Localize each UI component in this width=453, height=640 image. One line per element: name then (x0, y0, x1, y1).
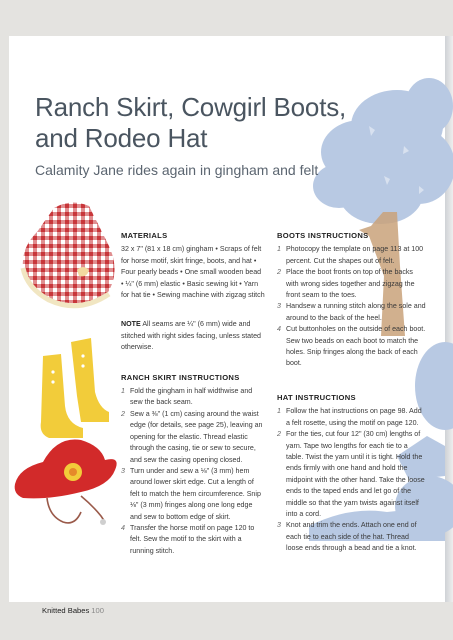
hat-instructions-heading: HAT INSTRUCTIONS (277, 392, 356, 402)
list-item: 4 Transfer the horse motif on page 120 to felt. Sew the motif to the skirt with a running stitch. (121, 523, 255, 555)
middle-column (121, 230, 265, 567)
hat-steps (277, 406, 427, 554)
list-item: 2 For the ties, cut four 12" (30 cm) lengths of yarn. Tape two lengths for each tie to a table. Twist the yarn until it is tight. Hold the ends firmly with one hand and hold the midpoint with the other hand. Take the loose ends to the taped ends and let go of the middle so that the yarn twists against itself into a cord. (277, 430, 425, 518)
page-number: 100 (91, 606, 104, 615)
list-item: 2 Place the boot fronts on top of the backs with wrong sides together and zigzag the front seam to the toes. (277, 268, 415, 300)
boots-instructions-heading: BOOTS INSTRUCTIONS (277, 231, 369, 240)
list-item: 3 Handsew a running stitch along the sole and around to the back of the heel. (277, 302, 426, 322)
list-item: 1 Photocopy the template on page 113 at 100 percent. Cut the shapes out of felt. (277, 245, 424, 265)
note (121, 319, 265, 353)
list-item: 1 Fold the gingham in half widthwise and sew the back seam. (121, 387, 253, 407)
book-page (9, 36, 445, 615)
list-item: 4 Cut buttonholes on the outside of each boot. Sew two beads on each boot to match the holes. Snip fringes along the back of each boot. (277, 325, 426, 368)
materials-heading: MATERIALS (121, 231, 168, 240)
page-footer (42, 606, 104, 615)
cowgirl-boots-illustration (41, 338, 109, 438)
boots-steps (277, 244, 427, 369)
right-column (277, 230, 427, 565)
book-title: Knitted Babes (42, 606, 90, 615)
skirt-instructions-heading: RANCH SKIRT INSTRUCTIONS (121, 372, 240, 382)
list-item: 1 Follow the hat instructions on page 98. Add a felt rosette, using the motif on page 120. (277, 407, 422, 427)
list-item: 3 Knot and trim the ends. Attach one end of each tie to each side of the hat. Thread loose ends through a bead and tie a knot. (277, 521, 417, 553)
page-subtitle: Calamity Jane rides again in gingham and felt (35, 162, 319, 178)
gingham-skirt-illustration (23, 202, 115, 305)
note-label: NOTE (121, 320, 141, 329)
page-title: Ranch Skirt, Cowgirl Boots, and Rodeo Hat (35, 92, 347, 153)
note-text: All seams are ¼" (6 mm) wide and stitched with right sides facing, unless stated otherwise. (121, 320, 261, 352)
materials-text: 32 x 7" (81 x 18 cm) gingham • Scraps of felt for horse motif, skirt fringe, boots, and hat • Four pearly beads • One small wooden bead • ¼" (6 mm) elastic • Basic sewing kit • Yarn for hat tie • Sewing machine with zigzag stitch (121, 245, 265, 300)
list-item: 3 Turn under and sew a ⅛" (3 mm) hem around lower skirt edge. Cut a length of felt to match the hem circumference. Snip ⅛" (3 mm) fringes along one long edge and sew to bottom edge of skirt. (121, 466, 261, 521)
rodeo-hat-illustration (15, 439, 117, 525)
skirt-steps (121, 386, 265, 557)
list-item: 2 Sew a ⅜" (1 cm) casing around the waist edge (for details, see page 25), leaving an opening for the elastic. Thread elastic through the casing, tie or sew to secure, and sew the casing opening closed. (121, 409, 263, 464)
